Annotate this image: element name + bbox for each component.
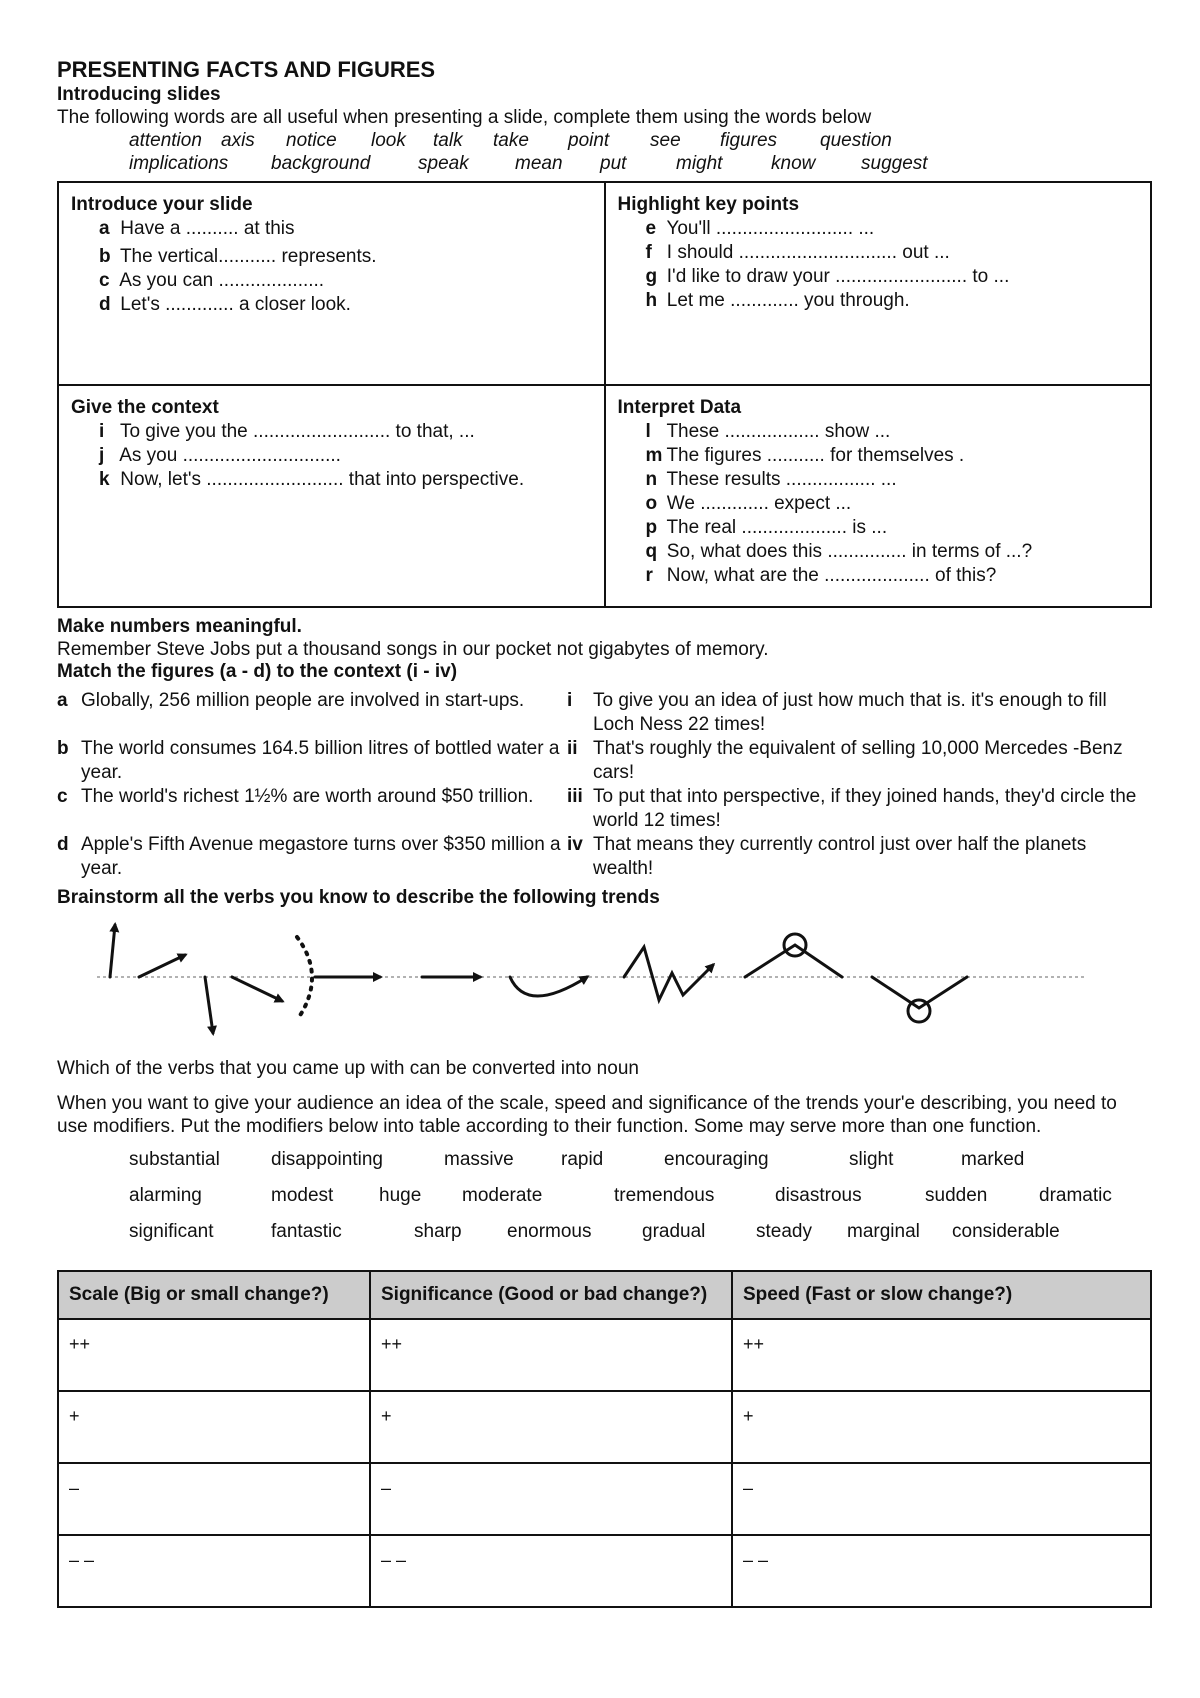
modifiers-instruction: When you want to give your audience an idea of the scale, speed and significance of the trends your'e describing, you need to use modifiers. Put the modifiers below into table according to their function. Some may serve more than one function. — [57, 1093, 1117, 1137]
word: take — [493, 130, 529, 151]
intro-heading: Introducing slides — [57, 84, 221, 105]
table-cell[interactable]: ++ — [58, 1319, 370, 1391]
table-cell[interactable]: – – — [58, 1535, 370, 1607]
interpret-box — [605, 385, 1152, 607]
table-cell[interactable]: ++ — [370, 1319, 732, 1391]
modifier-word: disastrous — [775, 1185, 862, 1206]
peak-line — [745, 945, 842, 977]
highlight-heading: Highlight key points — [617, 194, 800, 215]
word-bank-row-2 — [129, 152, 1147, 175]
word: figures — [720, 130, 778, 151]
phrases-grid — [57, 181, 1152, 608]
word: question — [820, 130, 892, 151]
modifier-word: huge — [379, 1185, 422, 1206]
modifier-word: disappointing — [271, 1149, 383, 1170]
figure-item: c The world's richest 1½% are worth around $50 trillion. — [57, 786, 534, 807]
table-row — [58, 1535, 1151, 1607]
trend-arrows-illustration — [87, 915, 1127, 1055]
phrase-item: r Now, what are the .................... of this? — [645, 565, 997, 586]
table-cell[interactable]: + — [58, 1391, 370, 1463]
phrase-item: g I'd like to draw your ......................... to ... — [645, 266, 1010, 287]
modifier-word: alarming — [129, 1185, 202, 1206]
figure-item: a Globally, 256 million people are involved in start-ups. — [57, 690, 525, 711]
context-item: i To give you an idea of just how much that is. it's enough to fill Loch Ness 22 times! — [567, 690, 1107, 735]
introduce-box — [58, 182, 605, 385]
context-item: ii That's roughly the equivalent of selling 10,000 Mercedes -Benz cars! — [567, 738, 1123, 783]
trends-question: Which of the verbs that you came up with can be converted into noun — [57, 1058, 639, 1079]
modifier-row — [129, 1142, 1147, 1178]
modifier-word: rapid — [561, 1149, 604, 1170]
word-bank-row-1 — [129, 129, 1147, 152]
figure-item: b The world consumes 164.5 billion litres of bottled water a year. — [57, 738, 560, 783]
highlight-box — [605, 182, 1152, 385]
modifier-word: fantastic — [271, 1221, 342, 1242]
word: know — [771, 153, 816, 174]
table-cell[interactable]: – — [370, 1463, 732, 1535]
interpret-heading: Interpret Data — [617, 397, 742, 418]
phrase-item: m The figures ........... for themselves . — [645, 445, 965, 466]
modifier-word: steady — [756, 1221, 812, 1242]
phrase-item: e You'll .......................... ... — [645, 218, 875, 239]
modifier-word: marked — [961, 1149, 1025, 1170]
sharp-rise-arrow — [110, 925, 115, 977]
table-cell[interactable]: – – — [370, 1535, 732, 1607]
column-header-significance: Significance (Good or bad change?) — [370, 1271, 732, 1319]
word: talk — [433, 130, 463, 151]
table-cell[interactable]: ++ — [732, 1319, 1151, 1391]
word: speak — [418, 153, 469, 174]
modifier-row — [129, 1214, 1147, 1250]
modifier-row — [129, 1178, 1147, 1214]
numbers-heading: Make numbers meaningful. — [57, 616, 302, 637]
word: mean — [515, 153, 563, 174]
phrase-item: b The vertical........... represents. — [99, 246, 377, 267]
phrase-item: a Have a .......... at this — [99, 218, 295, 239]
phrase-item: p The real .................... is ... — [645, 517, 888, 538]
modifier-word: significant — [129, 1221, 214, 1242]
context-item: iii To put that into perspective, if they joined hands, they'd circle the world 12 times! — [567, 786, 1137, 831]
trends-heading: Brainstorm all the verbs you know to describe the following trends — [57, 887, 660, 908]
table-row — [58, 1319, 1151, 1391]
modifier-word: modest — [271, 1185, 334, 1206]
trough-circle — [908, 1000, 930, 1022]
word: suggest — [861, 153, 928, 174]
phrase-item: o We ............. expect ... — [645, 493, 852, 514]
word: implications — [129, 153, 229, 174]
phrase-item: d Let's ............. a closer look. — [99, 294, 351, 315]
modifier-word-bank — [57, 1142, 1147, 1250]
phrase-item: c As you can .................... — [99, 270, 325, 291]
fluctuating-dotted-curve — [297, 937, 312, 1020]
gradual-fall-arrow — [232, 977, 282, 1001]
phrase-item: f I should .............................. out ... — [645, 242, 950, 263]
word: attention — [129, 130, 202, 151]
sharp-fall-arrow — [205, 977, 213, 1033]
word: see — [650, 130, 681, 151]
column-header-scale: Scale (Big or small change?) — [58, 1271, 370, 1319]
context-heading: Give the context — [71, 397, 219, 418]
modifiers-table — [57, 1270, 1152, 1608]
phrase-item: q So, what does this ............... in terms of ...? — [645, 541, 1033, 562]
page-title: PRESENTING FACTS AND FIGURES — [57, 57, 436, 82]
modifier-word: massive — [444, 1149, 514, 1170]
match-heading: Match the figures (a - d) to the context (i - iv) — [57, 661, 458, 682]
word: point — [568, 130, 610, 151]
context-item: iv That means they currently control just over half the planets wealth! — [567, 834, 1087, 879]
word: look — [371, 130, 406, 151]
word: notice — [286, 130, 337, 151]
modifier-word: slight — [849, 1149, 894, 1170]
word: put — [600, 153, 627, 174]
table-cell[interactable]: + — [732, 1391, 1151, 1463]
modifier-word: enormous — [507, 1221, 592, 1242]
gradual-rise-arrow — [139, 955, 185, 977]
modifier-word: encouraging — [664, 1149, 769, 1170]
modifier-word: substantial — [129, 1149, 220, 1170]
phrase-item: j As you .............................. — [99, 445, 341, 466]
worksheet — [57, 56, 1147, 1608]
word: background — [271, 153, 371, 174]
recovery-arrow — [510, 977, 587, 996]
modifier-word: dramatic — [1039, 1185, 1112, 1206]
fluctuation-arrow — [624, 947, 713, 1000]
table-row — [58, 1463, 1151, 1535]
table-cell[interactable]: – – — [732, 1535, 1151, 1607]
modifier-word: sudden — [925, 1185, 988, 1206]
modifier-word: tremendous — [614, 1185, 715, 1206]
modifier-word: moderate — [462, 1185, 543, 1206]
context-box — [58, 385, 605, 607]
figure-item: d Apple's Fifth Avenue megastore turns over $350 million a year. — [57, 834, 561, 879]
modifier-word: gradual — [642, 1221, 706, 1242]
numbers-note: Remember Steve Jobs put a thousand songs in our pocket not gigabytes of memory. — [57, 639, 769, 660]
introduce-heading: Introduce your slide — [71, 194, 253, 215]
column-header-speed: Speed (Fast or slow change?) — [732, 1271, 1151, 1319]
phrase-item: i To give you the .......................... to that, ... — [99, 421, 475, 442]
intro-instruction: The following words are all useful when presenting a slide, complete them using the words below — [57, 107, 872, 128]
word: axis — [221, 130, 255, 151]
modifier-word: sharp — [414, 1221, 462, 1242]
table-cell[interactable]: – — [58, 1463, 370, 1535]
matching-exercise — [57, 689, 1147, 881]
modifier-word: marginal — [847, 1221, 920, 1242]
trough-line — [872, 977, 967, 1008]
phrase-item: k Now, let's .......................... that into perspective. — [99, 469, 525, 490]
table-cell[interactable]: + — [370, 1391, 732, 1463]
word: might — [676, 153, 723, 174]
modifier-word: considerable — [952, 1221, 1060, 1242]
phrase-item: l These .................. show ... — [645, 421, 891, 442]
phrase-item: n These results ................. ... — [645, 469, 897, 490]
table-cell[interactable]: – — [732, 1463, 1151, 1535]
table-row — [58, 1391, 1151, 1463]
phrase-item: h Let me ............. you through. — [645, 290, 910, 311]
